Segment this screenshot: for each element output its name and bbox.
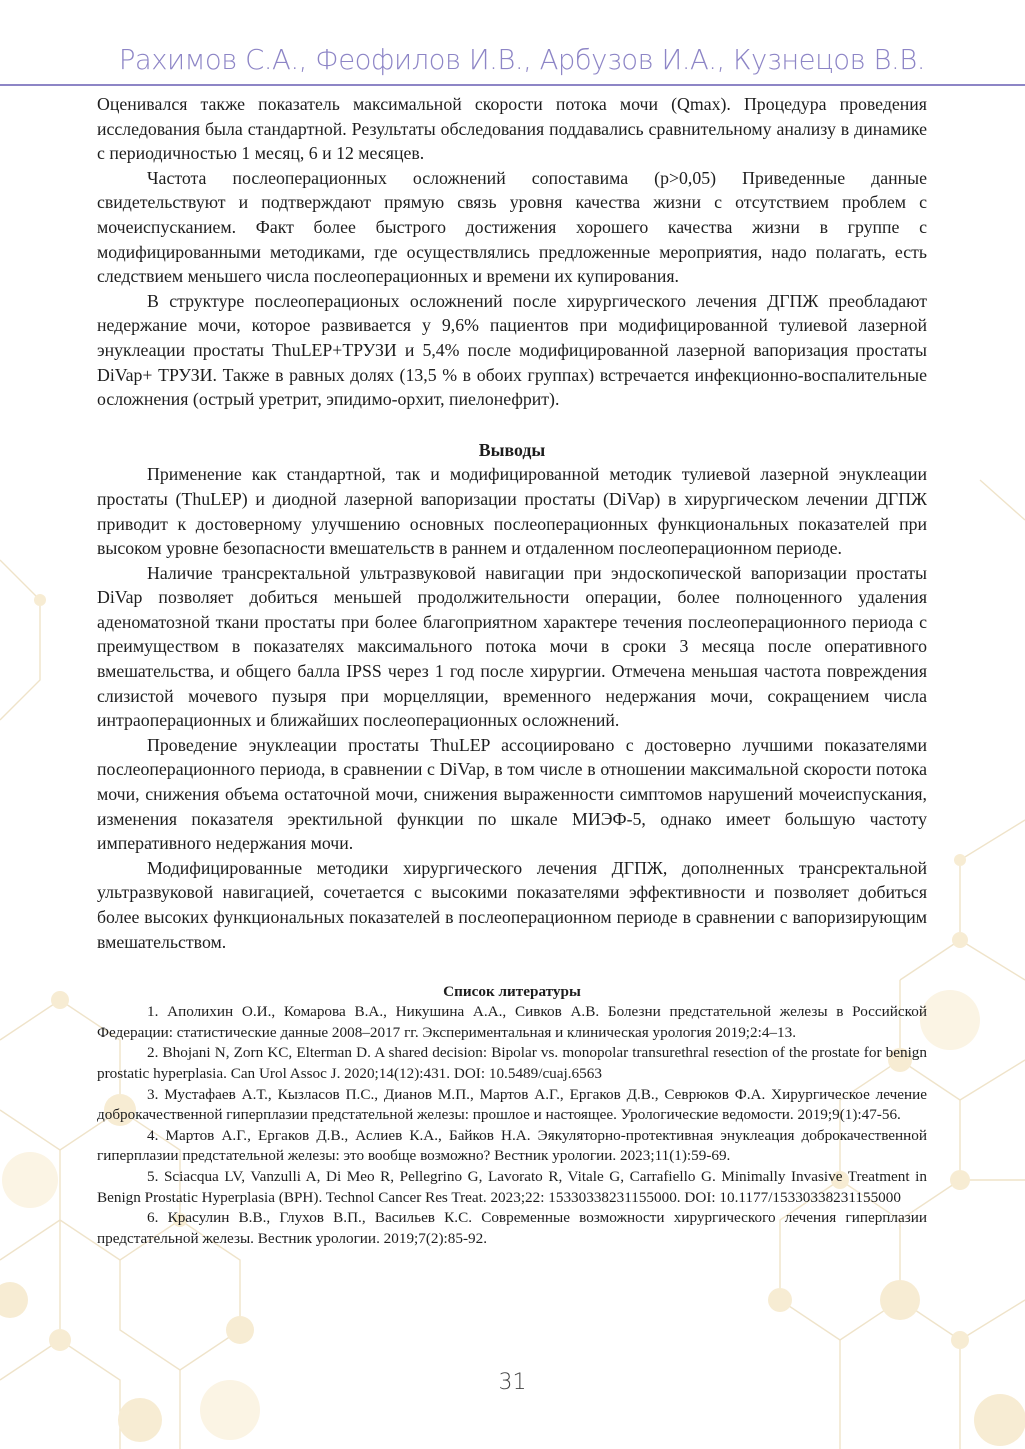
references-section	[97, 982, 927, 1249]
conclusion-paragraph: Наличие трансректальной ультразвуковой навигации при эндоскопической вапоризации простаты DiVap позволяет добиться меньшей продолжительности операции, более полноценного удаления аденоматозной ткани простаты при более благоприятном характере течения послеоперационного периода с преимуществом в показателях максимального потока мочи в сроки 3 месяца после оперативного вмешательства, и общего балла IPSS через 1 год после хирургии. Отмечена меньшая частота повреждения слизистой мочевого пузыря при морцелляции, временного недержания мочи, сокращением числа интраоперационных и ближайших послеоперационных осложнений.	[97, 562, 927, 731]
reference-item: 4. Мартов А.Г., Ергаков Д.В., Аслиев К.А., Байков Н.А. Эякуляторно-протективная энуклеация доброкачественной гиперплазии предстательной железы: это вообще возможно? Вестник урологии. 2023;11(1):59-69.	[97, 1126, 927, 1165]
body-paragraph: В структуре послеоперационых осложнений после хирургического лечения ДГПЖ преобладают недержание мочи, которое развивается у 9,6% пациентов при модифицированной тулиевой лазерной энуклеации простаты ThuLEP+ТРУЗИ и 5,4% после модифицированной лазерной вапоризация простаты DiVap+ ТРУЗИ. Также в равных долях (13,5 % в обоих группах) встречается инфекционно-воспалительные осложнения (острый уретрит, эпидимо-орхит, пиелонефрит).	[97, 290, 927, 410]
reference-item: 6. Красулин В.В., Глухов В.П., Васильев К.С. Современные возможности хирургического лечения гиперплазии предстательной железы. Вестник урологии. 2019;7(2):85-92.	[97, 1209, 927, 1247]
reference-item: 3. Мустафаев А.Т., Кызласов П.С., Дианов М.П., Мартов А.Г., Ергаков Д.В., Севрюков Ф.А. Хирургическое лечение доброкачественной гиперплазии предстательной железы: прошлое и настоящее. Урологические ведомости. 2019;9(1):47-56.	[97, 1085, 927, 1124]
running-header-authors: Рахимов С.А., Феофилов И.В., Арбузов И.А., Кузнецов В.В.	[118, 44, 925, 76]
conclusion-paragraph: Проведение энуклеации простаты ThuLEP ассоциировано с достоверно лучшими показателями послеоперационного периода, в сравнении с DiVap, в том числе в отношении максимальной скорости потока мочи, снижения объема остаточной мочи, снижения выраженности симптомов нарушений мочеиспускания, изменения показателя эректильной функции по шкале МИЭФ-5, однако имеет большую частоту императивного недержания мочи.	[97, 734, 927, 854]
page-number: 31	[498, 1370, 527, 1395]
body-paragraph: Частота послеоперационных осложнений сопоставима (р>0,05) Приведенные данные свидетельствуют и подтверждают прямую связь уровня качества жизни с отсутствием проблем с мочеиспусканием. Факт более быстрого достижения хорошего качества жизни в группе с модифицированными методиками, где осуществлялись предложенные мероприятия, надо полагать, есть следствием меньшего числа послеоперационных и времени их купирования.	[97, 167, 927, 287]
conclusion-paragraph: Модифицированные методики хирургического лечения ДГПЖ, дополненных трансректальной ультразвуковой навигацией, сочетается с высокими показателями эффективности и позволяет добиться более высоких функциональных показателей в послеоперационном периоде в сравнении с вапоризирующим вмешательством.	[97, 857, 927, 952]
reference-item: 2. Bhojani N, Zorn KC, Elterman D. A shared decision: Bipolar vs. monopolar transurethral resection of the prostate for benign prostatic hyperplasia. Can Urol Assoc J. 2020;14(12):431. DOI: 10.5489/cuaj.6563	[97, 1044, 927, 1082]
reference-item: 1. Аполихин О.И., Комарова В.А., Никушина А.А., Сивков А.В. Болезни предстательной железы в Российской Федерации: статистические данные 2008–2017 гг. Экспериментальная и клиническая урология 2019;2:4–13.	[97, 1003, 927, 1041]
article-content	[97, 92, 927, 1249]
conclusions-heading: Выводы	[478, 439, 546, 460]
reference-item: 5. Sciacqua LV, Vanzulli A, Di Meo R, Pellegrino G, Lavorato R, Vitale G, Carrafiello G. Minimally Invasive Treatment in Benign Prostatic Hyperplasia (BPH). Technol Cancer Res Treat. 2023;22: 15330338231155000. DOI: 10.1177/15330338231155000	[97, 1167, 927, 1206]
conclusion-paragraph: Применение как стандартной, так и модифицированной методик тулиевой лазерной энуклеации простаты (ThuLEP) и диодной лазерной вапоризации простаты (DiVap) в хирургическом лечении ДГПЖ приводит к достоверному улучшению основных послеоперационных функциональных показателей при высоком уровне безопасности вмешательств в раннем и отдаленном послеоперационном периоде.	[97, 464, 927, 559]
references-heading: Список литературы	[443, 983, 581, 1001]
header-rule	[0, 84, 1025, 86]
body-paragraph: Оценивался также показатель максимальной скорости потока мочи (Qmax). Процедура проведения исследования была стандартной. Результаты обследования поддавались сравнительному анализу в динамике с периодичностью 1 месяц, 6 и 12 месяцев.	[97, 94, 927, 164]
